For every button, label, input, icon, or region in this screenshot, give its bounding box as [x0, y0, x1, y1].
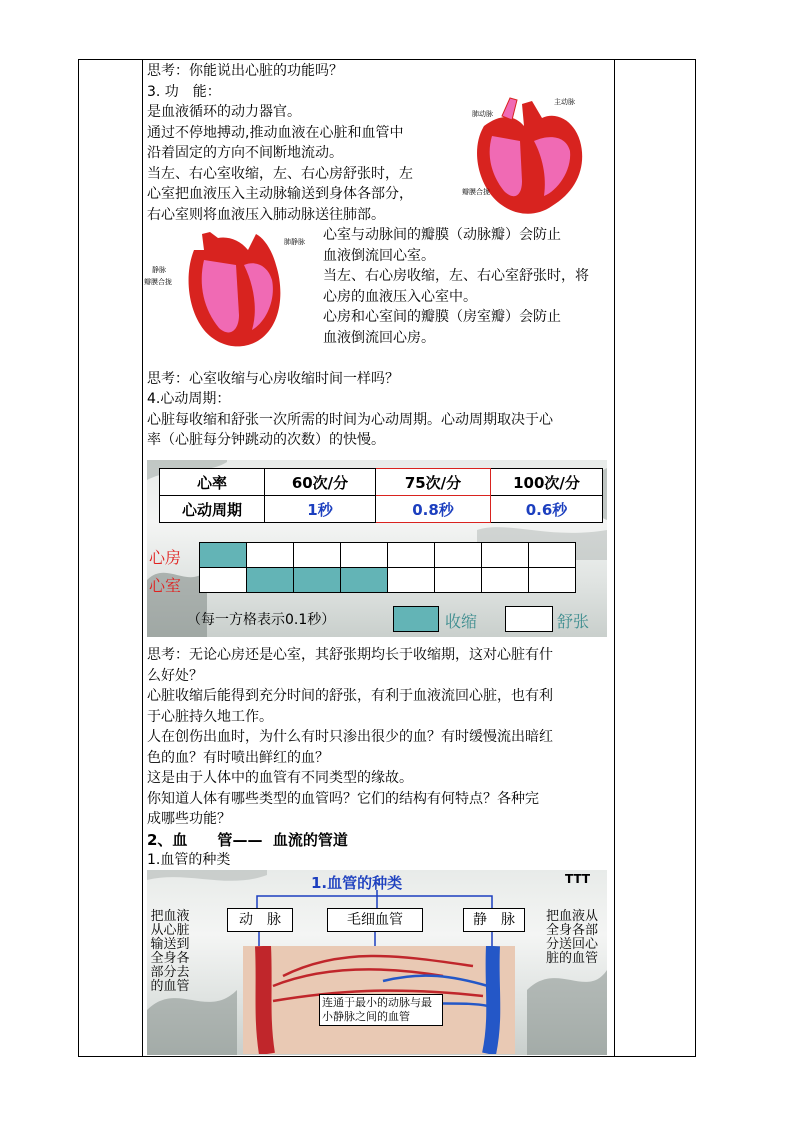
capillary-note: 连通于最小的动脉与最小静脉之间的血管 [319, 994, 443, 1026]
atrium-cell [200, 543, 247, 568]
think-benefit: 思考：无论心房还是心室，其舒张期均长于收缩期，这对心脏有什 [147, 647, 553, 663]
think-benefit: 么好处？ [147, 667, 203, 684]
table-cell: 100次/分 [491, 469, 603, 496]
heart1-pulmonary-artery-label: 肺动脉 [472, 110, 493, 118]
atrium-row [200, 543, 576, 568]
table-cell: 1秒 [265, 496, 376, 523]
ventricle-cell [435, 568, 482, 593]
heart-cycle-slide [147, 460, 607, 637]
ventricle-cell [341, 568, 388, 593]
artery-box: 动 脉 [227, 908, 293, 932]
vessel-types-slide [147, 870, 607, 1055]
heart2-valve-label: 瓣膜合拢 [144, 278, 172, 286]
bleed-line: 色的血？有时喷出鲜红的血？ [147, 749, 329, 766]
capillary-box: 毛细血管 [327, 908, 423, 932]
valve-line: 血液倒流回心室。 [323, 247, 435, 264]
cycle-heading: 4.心动周期： [147, 391, 231, 407]
vein-description: 把血液从全身各部分送回心脏的血管 [545, 909, 598, 966]
ventricle-cell [388, 568, 435, 593]
ventricle-cell [200, 568, 247, 593]
heart-rate-row [160, 469, 603, 496]
ventricle-row [200, 568, 576, 593]
heart-diagram-2 [144, 230, 314, 354]
capillary-network-image [243, 946, 515, 1054]
artery-description: 把血液从心脏输送到全身各部分去的血管 [150, 909, 190, 994]
function-line: 右心室则将血液压入肺动脉送往肺部。 [147, 206, 385, 223]
answer-line: 心脏收缩后能得到充分时间的舒张，有利于血液流回心脏，也有利 [147, 688, 553, 704]
function-line: 心室把血液压入主动脉输送到身体各部分， [147, 186, 413, 202]
legend-note: （每一方格表示0.1秒） [187, 612, 336, 628]
ventricle-cell [529, 568, 576, 593]
vessel-question: 成哪些功能？ [147, 811, 231, 827]
valve-line: 血液倒流回心房。 [323, 329, 435, 346]
heart1-valve-label: 瓣膜合拢 [462, 188, 490, 196]
table-cell: 心率 [160, 469, 265, 496]
legend-contract-swatch [393, 606, 439, 632]
function-line: 是血液循环的动力器官。 [147, 104, 301, 120]
column-divider-right [614, 59, 615, 1057]
section-heading: 2、血 管—— 血流的管道 [147, 830, 348, 849]
atrium-cell [529, 543, 576, 568]
ventricle-label: 心室 [149, 576, 182, 595]
ventricle-cell [247, 568, 294, 593]
atrium-cell [294, 543, 341, 568]
cycle-grid [199, 542, 576, 593]
valve-line: 心房的血液压入心室中。 [323, 288, 477, 305]
bleed-line: 人在创伤出血时，为什么有时只渗出很少的血？有时缓慢流出暗红 [147, 729, 553, 745]
legend-relax-swatch [505, 606, 553, 632]
ventricle-cell [482, 568, 529, 593]
function-line: 当左、右心室收缩，左、右心房舒张时，左 [147, 165, 413, 182]
table-cell: 75次/分 [376, 469, 491, 496]
function-line: 沿着固定的方向不间断地流动。 [147, 145, 343, 161]
legend-contract-label: 收缩 [445, 612, 478, 631]
subsection-heading: 1.血管的种类 [147, 852, 231, 868]
reason-line: 这是由于人体中的血管有不同类型的缘故。 [147, 770, 413, 786]
vessel-question: 你知道人体有哪些类型的血管吗？它们的结构有何特点？各种完 [147, 790, 539, 807]
atrium-cell [388, 543, 435, 568]
heart-diagram-1 [462, 96, 602, 222]
valve-line: 心房和心室间的瓣膜（房室瓣）会防止 [323, 309, 561, 325]
atrium-label: 心房 [149, 548, 182, 567]
vein-box: 静 脉 [463, 908, 525, 932]
cycle-line: 率（心脏每分钟跳动的次数）的快慢。 [147, 432, 385, 448]
answer-line: 于心脏持久地工作。 [147, 708, 273, 725]
table-cell: 0.6秒 [491, 496, 603, 523]
valve-line: 心室与动脉间的瓣膜（动脉瓣）会防止 [323, 227, 561, 243]
slide-logo: TTT [565, 872, 591, 886]
function-line: 通过不停地搏动,推动血液在心脏和血管中 [147, 124, 404, 141]
ventricle-cell [294, 568, 341, 593]
table-cell: 60次/分 [265, 469, 376, 496]
lesson-content-2 [147, 645, 611, 871]
cycle-row [160, 496, 603, 523]
atrium-cell [482, 543, 529, 568]
table-cell: 0.8秒 [376, 496, 491, 523]
function-heading: 3. 功 能： [147, 83, 221, 100]
heart1-aorta-label: 主动脉 [554, 98, 575, 106]
atrium-cell [341, 543, 388, 568]
legend-relax-label: 舒张 [557, 612, 590, 631]
heart-rate-table [159, 468, 603, 523]
column-divider-left [142, 59, 143, 1057]
heart2-pulmonary-vein-label: 肺静脉 [284, 238, 305, 246]
atrium-cell [435, 543, 482, 568]
table-cell: 心动周期 [160, 496, 265, 523]
think-time: 思考：心室收缩与心房收缩时间一样吗？ [147, 370, 399, 387]
atrium-cell [247, 543, 294, 568]
valve-line: 当左、右心房收缩，左、右心室舒张时，将 [323, 268, 589, 284]
cycle-line: 心脏每收缩和舒张一次所需的时间为心动周期。心动周期取决于心 [147, 411, 553, 428]
think-function: 思考：你能说出心脏的功能吗？ [147, 63, 343, 79]
heart2-vein-label: 静脉 [152, 266, 166, 274]
vessel-slide-title: 1.血管的种类 [311, 874, 403, 892]
